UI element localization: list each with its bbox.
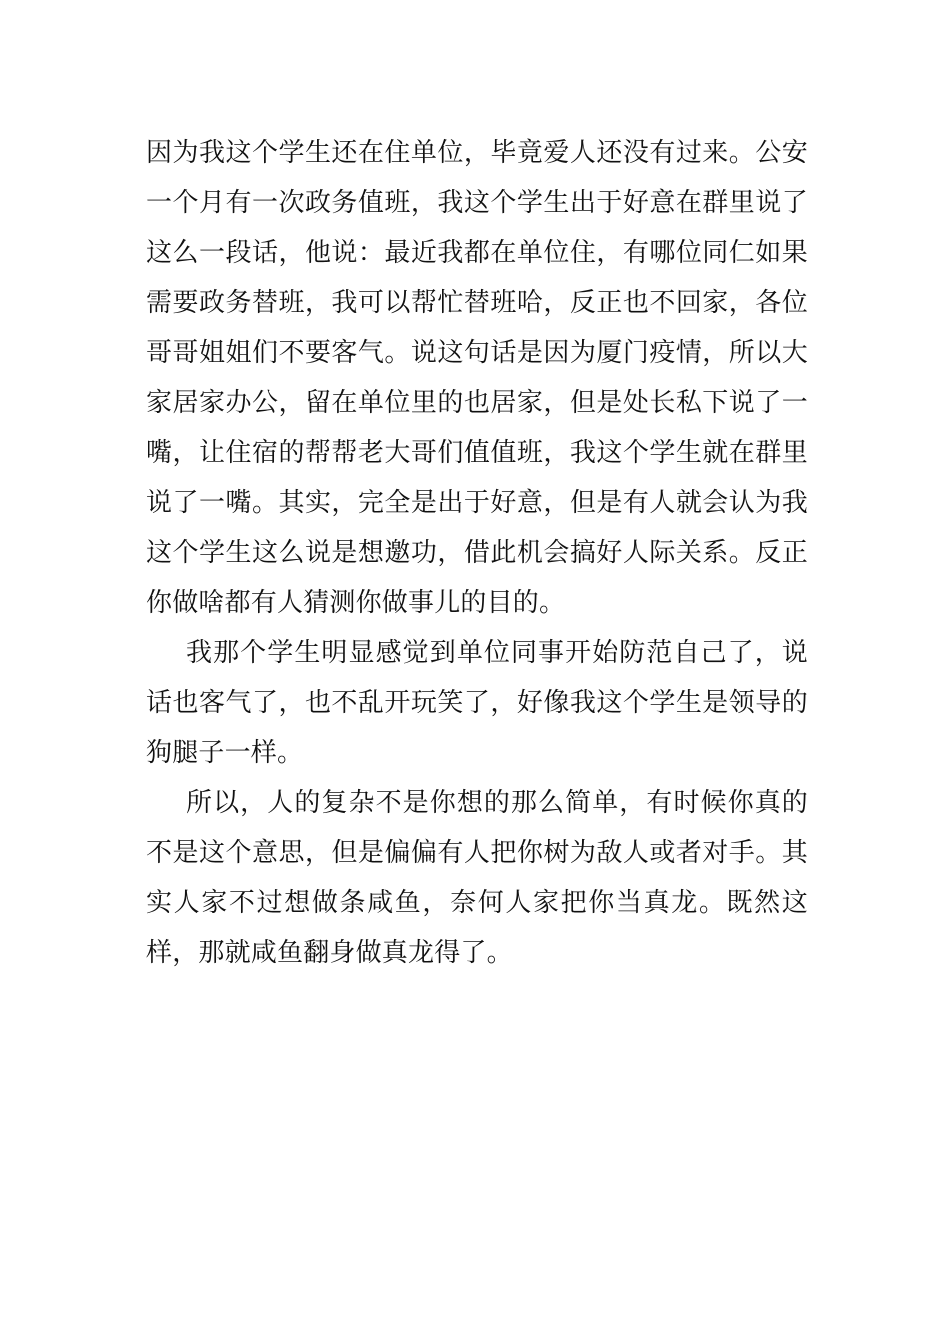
paragraph-2: 我那个学生明显感觉到单位同事开始防范自己了，说话也客气了，也不乱开玩笑了，好像我这个学生是领导的狗腿子一样。 <box>146 638 808 768</box>
document-body <box>146 128 808 978</box>
paragraph-3: 所以，人的复杂不是你想的那么简单，有时候你真的不是这个意思，但是偏偏有人把你树为敌人或者对手。其实人家不过想做条咸鱼，奈何人家把你当真龙。既然这样，那就咸鱼翻身做真龙得了。 <box>146 788 808 968</box>
paragraph-1: 因为我这个学生还在住单位，毕竟爱人还没有过来。公安一个月有一次政务值班，我这个学生出于好意在群里说了这么一段话，他说：最近我都在单位住，有哪位同仁如果需要政务替班，我可以帮忙替班哈，反正也不回家，各位哥哥姐姐们不要客气。说这句话是因为厦门疫情，所以大家居家办公，留在单位里的也居家，但是处长私下说了一嘴，让住宿的帮帮老大哥们值值班，我这个学生就在群里说了一嘴。其实，完全是出于好意，但是有人就会认为我这个学生这么说是想邀功，借此机会搞好人际关系。反正你做啥都有人猜测你做事儿的目的。 <box>146 138 808 618</box>
